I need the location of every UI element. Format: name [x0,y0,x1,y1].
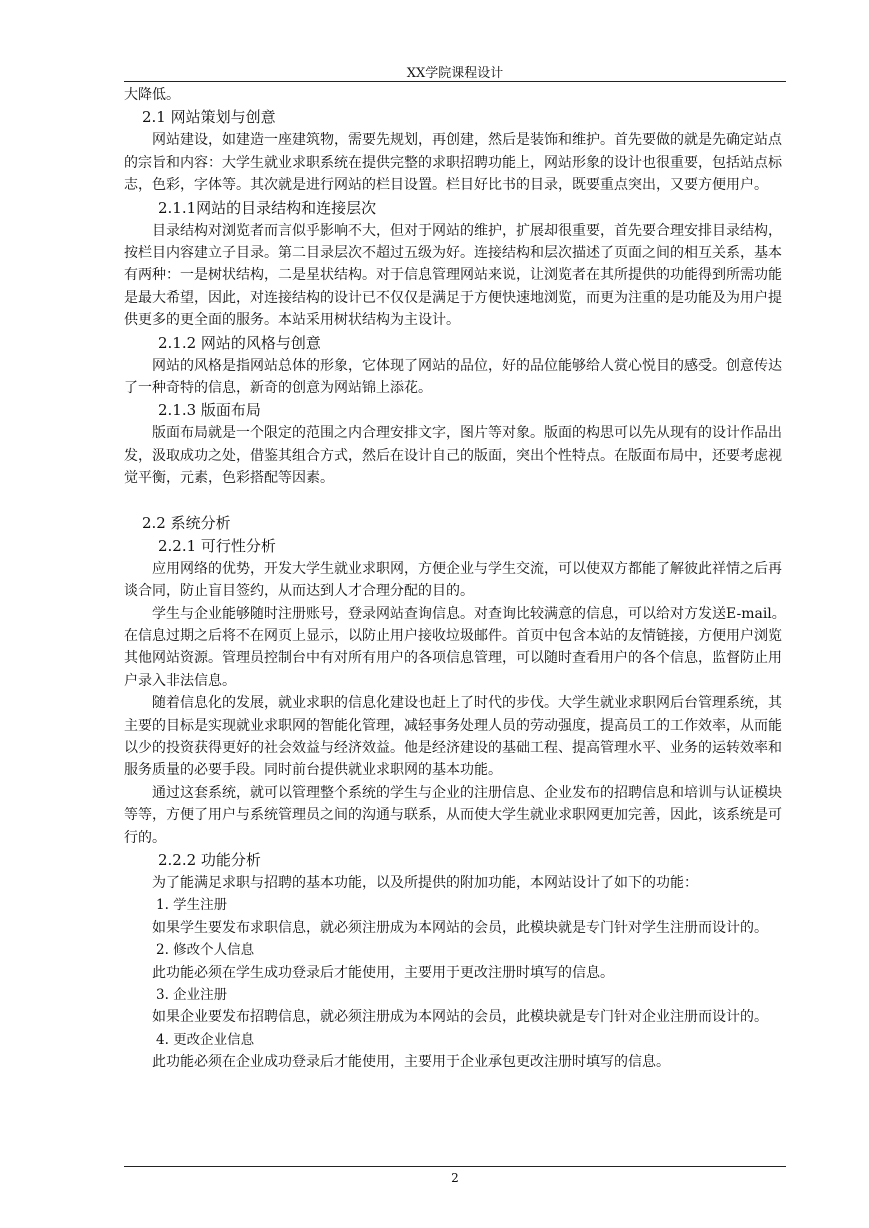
section-heading-2-2-1: 2.2.1 可行性分析 [158,536,276,555]
paragraph: 应用网络的优势，开发大学生就业求职网，方便企业与学生交流，可以使双方都能了解彼此祥情之后再谈合同，防止盲目签约，从而达到人才合理分配的目的。 [124,560,782,600]
section-heading-2-1: 2.1 网站策划与创意 [142,108,276,127]
section-heading-2-1-2: 2.1.2 网站的风格与创意 [158,333,321,352]
page-header: XX学院课程设计 [406,66,504,81]
paragraph: 为了能满足求职与招聘的基本功能，以及所提供的附加功能，本网站设计了如下的功能： [152,874,698,891]
blank-line [124,490,786,512]
footer-rule [124,1166,786,1167]
list-item-heading: 4. 更改企业信息 [156,1031,255,1048]
list-item-heading: 1. 学生注册 [156,897,228,914]
page-number: 2 [451,1171,459,1185]
paragraph: 此功能必须在学生成功登录后才能使用，主要用于更改注册时填写的信息。 [152,964,614,981]
paragraph: 通过这套系统，就可以管理整个系统的学生与企业的注册信息、企业发布的招聘信息和培训与认证模块等等，方便了用户与系统管理员之间的沟通与联系，从而使大学生就业求职网更加完善，因此，该系统是可行的。 [124,784,782,846]
page-body [124,84,786,1074]
section-heading-2-2: 2.2 系统分析 [142,513,231,532]
paragraph: 网站的风格是指网站总体的形象，它体现了网站的品位，好的品位能够给人赏心悦目的感受。创意传达了一种奇特的信息，新奇的创意为网站锦上添花。 [124,357,782,397]
section-heading-2-1-3: 2.1.3 版面布局 [158,401,261,420]
list-item-heading: 2. 修改个人信息 [156,942,255,959]
paragraph: 大降低。 [124,87,180,103]
paragraph: 如果学生要发布求职信息，就必须注册成为本网站的会员，此模块就是专门针对学生注册而设计的。 [152,919,768,936]
section-heading-2-2-2: 2.2.2 功能分析 [158,850,261,869]
paragraph: 随着信息化的发展，就业求职的信息化建设也赶上了时代的步伐。大学生就业求职网后台管理系统，其主要的目标是实现就业求职网的智能化管理，减轻事务处理人员的劳动强度，提高员工的工作效率，从而能以少的投资获得更好的社会效益与经济效益。他是经济建设的基础工程、提高管理水平、业务的运转效率和服务质量的必要手段。同时前台提供就业求职网的基本功能。 [124,695,782,779]
paragraph: 此功能必须在企业成功登录后才能使用，主要用于企业承包更改注册时填写的信息。 [152,1054,670,1071]
paragraph: 如果企业要发布招聘信息，就必须注册成为本网站的会员，此模块就是专门针对企业注册而设计的。 [152,1009,768,1026]
paragraph: 网站建设，如建造一座建筑物，需要先规划，再创建，然后是装饰和维护。首先要做的就是先确定站点的宗旨和内容：大学生就业求职系统在提供完整的求职招聘功能上，网站形象的设计也很重要，包括站点标志，色彩，字体等。其次就是进行网站的栏目设置。栏目好比书的目录，既要重点突出，又要方便用户。 [124,132,782,194]
paragraph: 目录结构对浏览者而言似乎影响不大，但对于网站的维护，扩展却很重要，首先要合理安排目录结构，按栏目内容建立子目录。第二目录层次不超过五级为好。连接结构和层次描述了页面之间的相互关系，基本有两种：一是树状结构，二是星状结构。对于信息管理网站来说，让浏览者在其所提供的功能得到所需功能是最大希望，因此，对连接结构的设计已不仅仅是满足于方便快速地浏览，而更为注重的是功能及为用户提供更多的更全面的服务。本站采用树状结构为主设计。 [124,222,782,329]
header-rule [124,81,786,82]
paragraph: 学生与企业能够随时注册账号，登录网站查询信息。对查询比较满意的信息，可以给对方发送E-mail。在信息过期之后将不在网页上显示，以防止用户接收垃圾邮件。首页中包含本站的友情链接，方便用户浏览其他网站资源。管理员控制台中有对所有用户的各项信息管理，可以随时查看用户的各个信息，监督防止用户录入非法信息。 [124,605,786,689]
list-item-heading: 3. 企业注册 [156,987,228,1003]
section-heading-2-1-1: 2.1.1网站的目录结构和连接层次 [158,198,377,217]
paragraph: 版面布局就是一个限定的范围之内合理安排文字，图片等对象。版面的构思可以先从现有的设计作品出发，汲取成功之处，借鉴其组合方式，然后在设计自己的版面，突出个性特点。在版面布局中，还要考虑视觉平衡，元素，色彩搭配等因素。 [124,425,782,487]
